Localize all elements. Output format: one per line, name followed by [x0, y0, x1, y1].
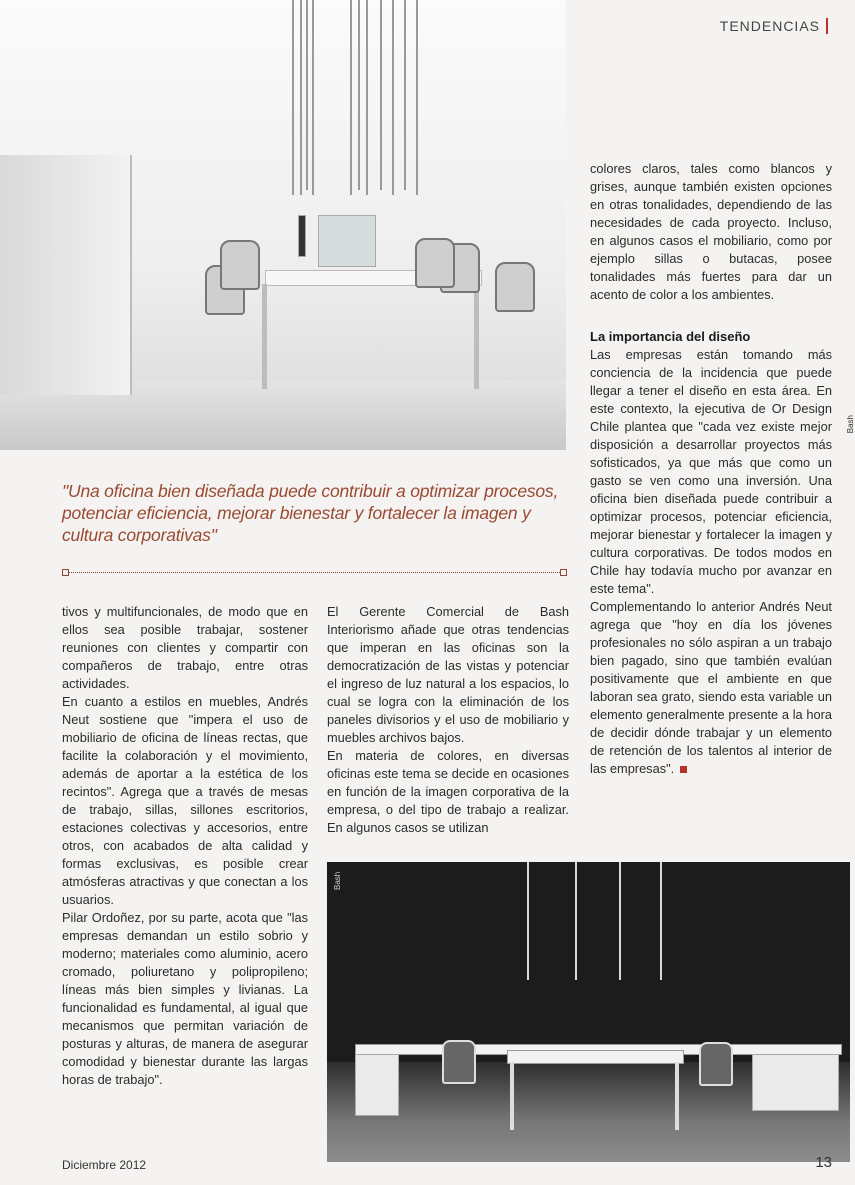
- text-column-middle: [327, 603, 569, 837]
- pendant-light: [366, 0, 368, 195]
- office-chair: [699, 1042, 733, 1086]
- monitor: [298, 215, 306, 257]
- section-tag: [720, 18, 828, 34]
- paragraph: En materia de colores, en diversas oficinas este tema se decide en ocasiones en función de la imagen corporativa de la empresa, o del tipo de trabajo a realizar. En algunos casos se utilizan: [327, 748, 569, 835]
- photo-credit: Bash: [333, 871, 342, 890]
- paragraph-text: Complementando lo anterior Andrés Neut agrega que "hoy en día los jóvenes profesionales no sólo aspiran a un trabajo bien pagado, sino que también evalúan positivamente que el ambiente en que laboran sea grato, siendo esta variable un elemento generalmente presente a la hora de decidir dónde trabajar y un elemento de retención de los talentos al interior de las empresas".: [590, 599, 832, 776]
- subheading: La importancia del diseño: [590, 329, 751, 344]
- pendant-light: [660, 862, 662, 980]
- storage-cabinet: [0, 155, 132, 395]
- pendant-light: [306, 0, 308, 190]
- pendant-light: [619, 862, 621, 980]
- desk-leg: [262, 284, 267, 389]
- section-tag-label: TENDENCIAS: [719, 18, 820, 34]
- drawer-unit: [355, 1054, 399, 1116]
- divider-endcap: [62, 569, 69, 576]
- pendant-light: [575, 862, 577, 980]
- paragraph: El Gerente Comercial de Bash Interiorismo añade que otras tendencias que imperan en las oficinas son la democratización de las vistas y potenciar el ingreso de luz natural a los espacios, lo cual se logra con la eliminación de los paneles divisorios y el uso de mobiliario y muebles archivos bajos.: [327, 604, 569, 745]
- pendant-light: [300, 0, 302, 195]
- drawer-unit: [752, 1054, 839, 1111]
- desk-divider: [318, 215, 376, 267]
- pendant-light: [312, 0, 314, 195]
- pendant-light: [404, 0, 406, 190]
- desk-leg: [510, 1062, 514, 1130]
- section-tag-bar: [826, 18, 828, 34]
- text-column-left: [62, 603, 308, 1089]
- pendant-light: [392, 0, 394, 195]
- pendant-light: [527, 862, 529, 980]
- paragraph: En cuanto a estilos en muebles, Andrés Neut sostiene que "impera el uso de mobiliario de oficina de líneas rectas, que facilite la colaboración y el movimiento, además de aportar a la estética de los recintos". Agrega que a través de mesas de trabajo, sillas, sillones escritorios, estaciones colectivas y accesorios, entre otros, con acabados de alta calidad y formas exclusivas, es posible crear atmósferas atractivas y que conectan a los usuarios.: [62, 694, 308, 907]
- office-chair: [442, 1040, 476, 1084]
- pendant-light: [350, 0, 352, 195]
- end-mark: [680, 766, 687, 773]
- divider-endcap: [560, 569, 567, 576]
- page-number: 13: [815, 1154, 832, 1171]
- center-table: [507, 1050, 684, 1064]
- desk-leg: [474, 284, 479, 389]
- office-chair: [495, 262, 535, 312]
- pendant-light: [380, 0, 382, 190]
- office-chair: [220, 240, 260, 290]
- office-photo-top: [0, 0, 566, 450]
- pendant-light: [358, 0, 360, 190]
- issue-date: Diciembre 2012: [62, 1158, 147, 1172]
- pendant-light: [416, 0, 418, 195]
- text-column-right: [590, 160, 832, 778]
- photo-credit: Bash: [846, 415, 855, 434]
- paragraph: [590, 598, 832, 778]
- pull-quote: "Una oficina bien diseñada puede contribuir a optimizar procesos, potenciar eficiencia, mejorar bienestar y fortalecer la imagen y cultura corporativas": [62, 481, 559, 545]
- paragraph: Las empresas están tomando más conciencia de la incidencia que puede llegar a tener el diseño en esta área. En este contexto, la ejecutiva de Or Design Chile plantea que "cada vez existe mejor disposición a desarrollar proyectos más sofisticados, ya que más que como un gasto se ven como una inversión. Una oficina bien diseñada puede contribuir a optimizar procesos, potenciar eficiencia, mejorar bienestar y fortalecer la imagen y cultura corporativas. De todos modos en Chile hay todavía mucho por avanzar en este tema".: [590, 347, 832, 596]
- office-chair: [415, 238, 455, 288]
- paragraph: colores claros, tales como blancos y grises, aunque también existen opciones en otras tonalidades, dependiendo de las necesidades de cada proyecto. Incluso, en algunos casos el mobiliario, como por ejemplo sillas o butacas, posee tonalidades más fuertes para dar un acento de color a los ambientes.: [590, 161, 832, 302]
- paragraph: tivos y multifuncionales, de modo que en ellos sea posible trabajar, sostener reuniones con clientes y compartir con compañeros de trabajo, entre otras actividades.: [62, 604, 308, 691]
- quote-divider: [64, 572, 564, 573]
- pendant-light: [292, 0, 294, 195]
- desk-leg: [675, 1062, 679, 1130]
- paragraph: Pilar Ordoñez, por su parte, acota que "las empresas demandan un estilo sobrio y moderno; materiales como aluminio, acero cromado, poliuretano y polipropileno; líneas más bien simples y livianas. La funcionalidad es fundamental, al igual que mecanismos que permitan variación de posturas y alturas, de manera de asegurar comodidad y bienestar durante las largas horas de trabajo".: [62, 910, 308, 1087]
- office-photo-bottom: [327, 862, 850, 1162]
